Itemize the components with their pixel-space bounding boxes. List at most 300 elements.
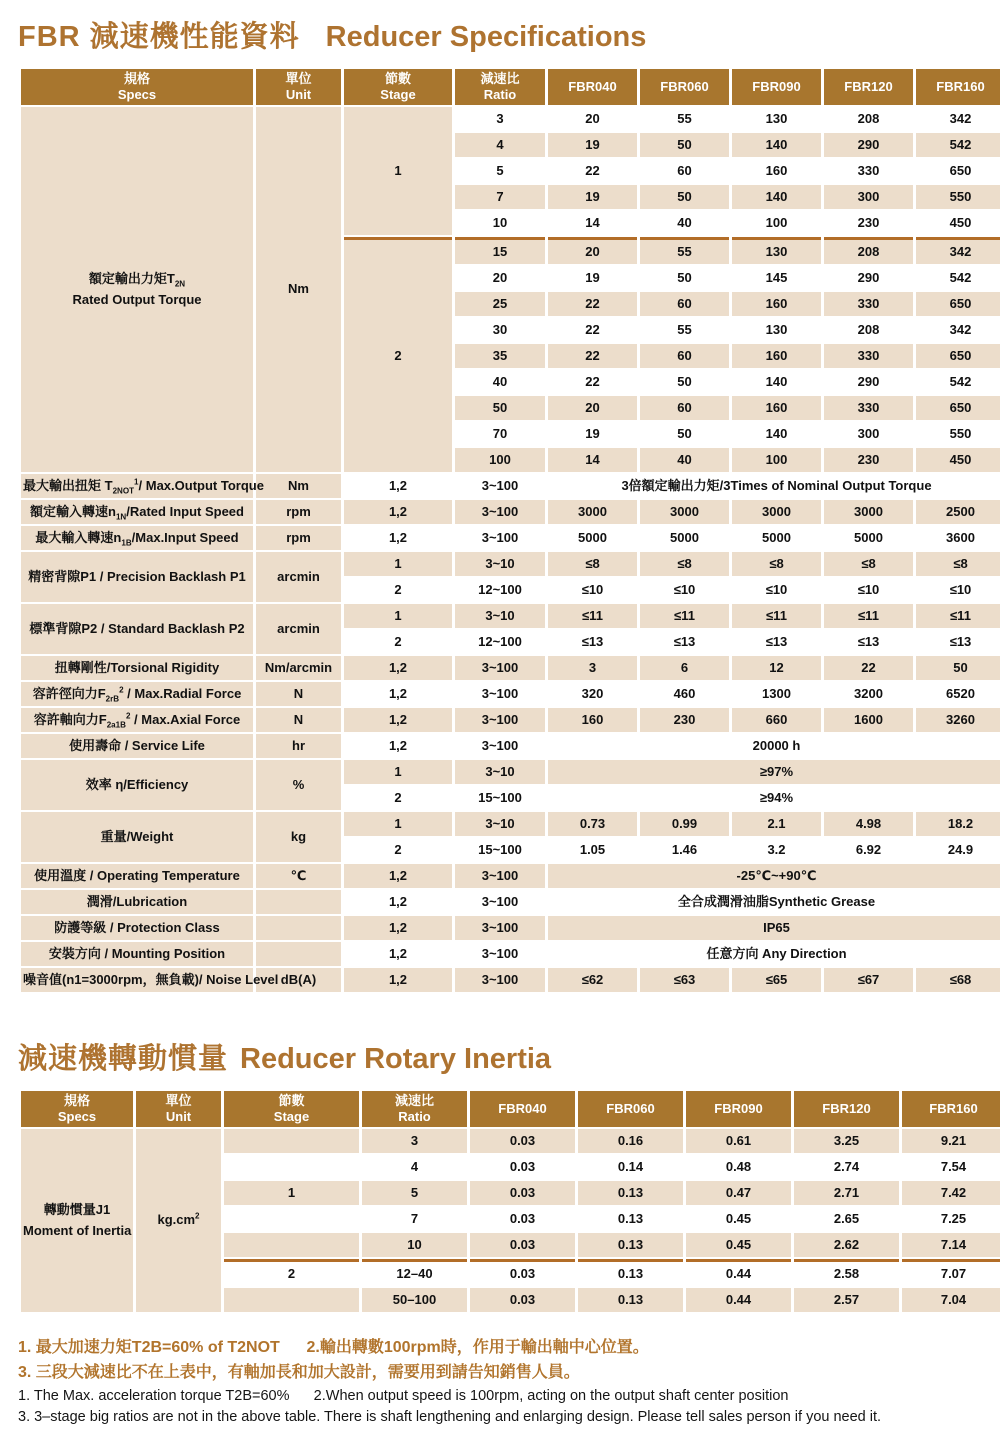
value-cell: 20 xyxy=(548,107,637,131)
value-cell: 130 xyxy=(732,107,821,131)
merged-value-cell: 全合成潤滑油脂Synthetic Grease xyxy=(548,890,1000,914)
ratio-cell: 3~10 xyxy=(455,552,545,576)
ratio-cell: 7 xyxy=(455,185,545,209)
value-cell: 1.05 xyxy=(548,838,637,862)
value-cell: 450 xyxy=(916,211,1000,235)
value-cell: ≤10 xyxy=(732,578,821,602)
value-cell: ≤10 xyxy=(824,578,913,602)
table-row xyxy=(21,968,1000,992)
value-cell: 50 xyxy=(640,370,729,394)
value-cell: 330 xyxy=(824,344,913,368)
footnote-en-2: 3. 3–stage big ratios are not in the above table. There is shaft lengthening and enlarging design. Please tell sales person if you need it. xyxy=(18,1409,882,1426)
value-cell: 342 xyxy=(916,107,1000,131)
merged-value-cell: ≥94% xyxy=(548,786,1000,810)
rotary-inertia-table xyxy=(18,1089,1000,1314)
value-cell: 19 xyxy=(548,133,637,157)
merged-value-cell: 任意方向 Any Direction xyxy=(548,942,1000,966)
value-cell: 0.44 xyxy=(686,1288,791,1312)
value-cell: 300 xyxy=(824,185,913,209)
table-row xyxy=(21,526,1000,550)
value-cell: ≤13 xyxy=(732,630,821,654)
spec-label-cell: 最大輸出扭矩 $T_{2NOT}^1/$ Max.Output Torque xyxy=(21,474,253,498)
col-header-model-fbr060: FBR060 xyxy=(640,69,729,105)
ratio-cell: 30 xyxy=(455,318,545,342)
unit-cell: dB(A) xyxy=(256,968,341,992)
value-cell: 140 xyxy=(732,133,821,157)
ratio-cell: 12~100 xyxy=(455,578,545,602)
value-cell: 3000 xyxy=(824,500,913,524)
spec-label-cell: 標準背隙P2 / Standard Backlash P2 xyxy=(21,604,253,654)
value-cell: ≤11 xyxy=(640,604,729,628)
stage-cell: 1 xyxy=(344,812,452,836)
value-cell: 22 xyxy=(548,159,637,183)
value-cell: 100 xyxy=(732,448,821,472)
ratio-cell: 12~100 xyxy=(455,630,545,654)
value-cell: 60 xyxy=(640,344,729,368)
value-cell: 660 xyxy=(732,708,821,732)
ratio-cell: 3~100 xyxy=(455,968,545,992)
value-cell: ≤11 xyxy=(916,604,1000,628)
spec-label-cell: 重量/Weight xyxy=(21,812,253,862)
value-cell: 60 xyxy=(640,159,729,183)
ratio-cell: 15~100 xyxy=(455,838,545,862)
ratio-cell: 3~100 xyxy=(455,864,545,888)
ratio-cell: 3~10 xyxy=(455,812,545,836)
value-cell: 140 xyxy=(732,185,821,209)
spec-label-cell: 安裝方向 / Mounting Position xyxy=(21,942,253,966)
ratio-cell: 7 xyxy=(362,1207,467,1231)
value-cell: 290 xyxy=(824,370,913,394)
ratio-cell: 35 xyxy=(455,344,545,368)
value-cell: 0.16 xyxy=(578,1129,683,1153)
merged-value-cell: ≥97% xyxy=(548,760,1000,784)
value-cell: 160 xyxy=(732,292,821,316)
col-header-model-fbr090: FBR090 xyxy=(686,1091,791,1127)
unit-cell: Nm xyxy=(256,107,341,472)
ratio-cell: 3~100 xyxy=(455,916,545,940)
value-cell: 14 xyxy=(548,448,637,472)
col-header-unit: 單位 Unit xyxy=(256,69,341,105)
value-cell: 230 xyxy=(824,211,913,235)
stage-cell: 1,2 xyxy=(344,916,452,940)
table-row xyxy=(21,708,1000,732)
value-cell: 2.65 xyxy=(794,1207,899,1231)
stage-cell: 1,2 xyxy=(344,942,452,966)
stage-cell: 1,2 xyxy=(344,890,452,914)
value-cell: 0.48 xyxy=(686,1155,791,1179)
col-header-model-fbr060: FBR060 xyxy=(578,1091,683,1127)
value-cell: 3000 xyxy=(640,500,729,524)
value-cell: 0.45 xyxy=(686,1207,791,1231)
ratio-cell: 3~100 xyxy=(455,656,545,680)
col-header-stage: 節數 Stage xyxy=(344,69,452,105)
stage-cell: 1,2 xyxy=(344,968,452,992)
value-cell: 542 xyxy=(916,370,1000,394)
unit-cell: kg xyxy=(256,812,341,862)
value-cell: 22 xyxy=(548,344,637,368)
unit-cell: arcmin xyxy=(256,604,341,654)
value-cell: 6520 xyxy=(916,682,1000,706)
value-cell: 14 xyxy=(548,211,637,235)
value-cell: 22 xyxy=(548,292,637,316)
table-row xyxy=(21,734,1000,758)
value-cell: 650 xyxy=(916,159,1000,183)
value-cell: 0.61 xyxy=(686,1129,791,1153)
spec-label-cell: 使用壽命 / Service Life xyxy=(21,734,253,758)
value-cell: 0.99 xyxy=(640,812,729,836)
stage-cell: 1 xyxy=(344,552,452,576)
ratio-cell: 4 xyxy=(455,133,545,157)
value-cell: 7.07 xyxy=(902,1259,1000,1286)
page-title-specifications xyxy=(18,14,982,55)
value-cell: 0.03 xyxy=(470,1155,575,1179)
col-header-ratio: 減速比 Ratio xyxy=(455,69,545,105)
value-cell: 542 xyxy=(916,266,1000,290)
value-cell: 22 xyxy=(548,370,637,394)
unit-cell xyxy=(256,942,341,966)
merged-value-cell: 3倍額定輸出力矩/3Times of Nominal Output Torque xyxy=(548,474,1000,498)
value-cell: ≤13 xyxy=(640,630,729,654)
col-header-specs: 規格 Specs xyxy=(21,69,253,105)
value-cell: 208 xyxy=(824,237,913,264)
stage-cell: 1 xyxy=(344,760,452,784)
ratio-cell: 3~100 xyxy=(455,526,545,550)
value-cell: 20 xyxy=(548,237,637,264)
value-cell: 55 xyxy=(640,237,729,264)
stage-cell: 2 xyxy=(344,786,452,810)
unit-cell: hr xyxy=(256,734,341,758)
ratio-cell: 20 xyxy=(455,266,545,290)
ratio-cell: 3~100 xyxy=(455,708,545,732)
stage-cell xyxy=(224,1233,359,1257)
value-cell: 40 xyxy=(640,448,729,472)
unit-cell: rpm xyxy=(256,500,341,524)
spec-label-cell: 噪音值(n1=3000rpm，無負載)/ Noise Level xyxy=(21,968,253,992)
value-cell: 342 xyxy=(916,318,1000,342)
spec-label-cell: 效率 η/Efficiency xyxy=(21,760,253,810)
value-cell: 6 xyxy=(640,656,729,680)
value-cell: 2.62 xyxy=(794,1233,899,1257)
value-cell: 3200 xyxy=(824,682,913,706)
value-cell: 22 xyxy=(548,318,637,342)
spec-table-header-row xyxy=(21,69,1000,105)
value-cell: 0.13 xyxy=(578,1181,683,1205)
col-header-model-fbr120: FBR120 xyxy=(824,69,913,105)
table-row xyxy=(21,916,1000,940)
ratio-cell: 3~10 xyxy=(455,760,545,784)
stage-cell: 1,2 xyxy=(344,474,452,498)
title1-en: Reducer Specifications xyxy=(325,21,647,53)
value-cell: 330 xyxy=(824,159,913,183)
ratio-cell: 3~100 xyxy=(455,734,545,758)
value-cell: 160 xyxy=(732,159,821,183)
value-cell: 342 xyxy=(916,237,1000,264)
value-cell: 3.2 xyxy=(732,838,821,862)
value-cell: 320 xyxy=(548,682,637,706)
value-cell: 2.58 xyxy=(794,1259,899,1286)
value-cell: 5000 xyxy=(640,526,729,550)
stage-cell: 1 xyxy=(344,107,452,235)
value-cell: ≤8 xyxy=(640,552,729,576)
value-cell: 140 xyxy=(732,370,821,394)
stage-cell: 2 xyxy=(344,838,452,862)
ratio-cell: 3~100 xyxy=(455,500,545,524)
footnote-en-1: 1. The Max. acceleration torque T2B=60% 2.When output speed is 100rpm, acting on the output shaft center position xyxy=(18,1387,789,1404)
value-cell: 19 xyxy=(548,266,637,290)
ratio-cell: 15~100 xyxy=(455,786,545,810)
value-cell: 650 xyxy=(916,396,1000,420)
table-row xyxy=(21,760,1000,784)
col-header-ratio: 減速比 Ratio xyxy=(362,1091,467,1127)
value-cell: 3260 xyxy=(916,708,1000,732)
value-cell: 24.9 xyxy=(916,838,1000,862)
value-cell: ≤10 xyxy=(640,578,729,602)
merged-value-cell: 20000 h xyxy=(548,734,1000,758)
value-cell: 2500 xyxy=(916,500,1000,524)
stage-cell: 1 xyxy=(344,604,452,628)
stage-cell: 1,2 xyxy=(344,864,452,888)
table-row xyxy=(21,864,1000,888)
value-cell: 0.03 xyxy=(470,1288,575,1312)
ratio-cell: 3~100 xyxy=(455,474,545,498)
value-cell: 3000 xyxy=(732,500,821,524)
value-cell: 19 xyxy=(548,422,637,446)
value-cell: ≤8 xyxy=(916,552,1000,576)
value-cell: 55 xyxy=(640,318,729,342)
unit-cell xyxy=(256,890,341,914)
unit-cell: Nm xyxy=(256,474,341,498)
unit-cell: % xyxy=(256,760,341,810)
col-header-model-fbr120: FBR120 xyxy=(794,1091,899,1127)
value-cell: 208 xyxy=(824,107,913,131)
value-cell: ≤11 xyxy=(732,604,821,628)
ratio-cell: 5 xyxy=(362,1181,467,1205)
spec-label-cell: 精密背隙P1 / Precision Backlash P1 xyxy=(21,552,253,602)
value-cell: 230 xyxy=(640,708,729,732)
value-cell: 2.57 xyxy=(794,1288,899,1312)
stage-cell: 1,2 xyxy=(344,526,452,550)
value-cell: ≤11 xyxy=(824,604,913,628)
value-cell: 4.98 xyxy=(824,812,913,836)
value-cell: 50 xyxy=(640,133,729,157)
value-cell: 460 xyxy=(640,682,729,706)
ratio-cell: 3~100 xyxy=(455,942,545,966)
value-cell: 6.92 xyxy=(824,838,913,862)
value-cell: ≤10 xyxy=(916,578,1000,602)
col-header-model-fbr040: FBR040 xyxy=(548,69,637,105)
value-cell: 50 xyxy=(640,422,729,446)
value-cell: 100 xyxy=(732,211,821,235)
spec-label-cell: 使用溫度 / Operating Temperature xyxy=(21,864,253,888)
value-cell: 1600 xyxy=(824,708,913,732)
stage-cell: 1,2 xyxy=(344,708,452,732)
value-cell: 0.03 xyxy=(470,1129,575,1153)
value-cell: ≤13 xyxy=(916,630,1000,654)
stage-cell: 1,2 xyxy=(344,500,452,524)
value-cell: 2.74 xyxy=(794,1155,899,1179)
stage-cell: 2 xyxy=(344,237,452,472)
value-cell: ≤68 xyxy=(916,968,1000,992)
ratio-cell: 3 xyxy=(362,1129,467,1153)
table-row xyxy=(21,474,1000,498)
value-cell: 7.42 xyxy=(902,1181,1000,1205)
value-cell: 7.54 xyxy=(902,1155,1000,1179)
spec-label-cell: 潤滑/Lubrication xyxy=(21,890,253,914)
col-header-model-fbr160: FBR160 xyxy=(916,69,1000,105)
value-cell: 290 xyxy=(824,266,913,290)
merged-value-cell: IP65 xyxy=(548,916,1000,940)
ratio-cell: 15 xyxy=(455,237,545,264)
col-header-unit: 單位 Unit xyxy=(136,1091,221,1127)
value-cell: 7.25 xyxy=(902,1207,1000,1231)
value-cell: 450 xyxy=(916,448,1000,472)
value-cell: 330 xyxy=(824,292,913,316)
unit-cell: N xyxy=(256,708,341,732)
table-row xyxy=(21,1129,1000,1153)
table-row xyxy=(21,604,1000,628)
value-cell: 0.03 xyxy=(470,1207,575,1231)
value-cell: 12 xyxy=(732,656,821,680)
value-cell: 542 xyxy=(916,133,1000,157)
value-cell: 140 xyxy=(732,422,821,446)
value-cell: 3600 xyxy=(916,526,1000,550)
value-cell: ≤62 xyxy=(548,968,637,992)
value-cell: 0.03 xyxy=(470,1181,575,1205)
table-row xyxy=(21,656,1000,680)
stage-cell xyxy=(224,1207,359,1231)
col-header-stage: 節數 Stage xyxy=(224,1091,359,1127)
table-row xyxy=(21,107,1000,131)
stage-cell: 1 xyxy=(224,1181,359,1205)
table-row xyxy=(21,682,1000,706)
stage-cell xyxy=(224,1288,359,1312)
ratio-cell: 100 xyxy=(455,448,545,472)
value-cell: 2.1 xyxy=(732,812,821,836)
col-header-model-fbr040: FBR040 xyxy=(470,1091,575,1127)
table-row xyxy=(21,500,1000,524)
table-row xyxy=(21,552,1000,576)
value-cell: 650 xyxy=(916,292,1000,316)
value-cell: 60 xyxy=(640,396,729,420)
value-cell: 60 xyxy=(640,292,729,316)
unit-cell: N xyxy=(256,682,341,706)
value-cell: 40 xyxy=(640,211,729,235)
table-row xyxy=(21,942,1000,966)
value-cell: 19 xyxy=(548,185,637,209)
value-cell: 330 xyxy=(824,396,913,420)
ratio-cell: 5 xyxy=(455,159,545,183)
value-cell: 0.73 xyxy=(548,812,637,836)
ratio-cell: 3 xyxy=(455,107,545,131)
title1-zh: FBR 減速機性能資料 xyxy=(18,21,300,53)
value-cell: 50 xyxy=(640,266,729,290)
value-cell: 5000 xyxy=(732,526,821,550)
value-cell: 3.25 xyxy=(794,1129,899,1153)
unit-cell: $kg.cm^2$ xyxy=(136,1129,221,1312)
value-cell: 50 xyxy=(916,656,1000,680)
ratio-cell: 25 xyxy=(455,292,545,316)
table-row xyxy=(21,812,1000,836)
col-header-model-fbr160: FBR160 xyxy=(902,1091,1000,1127)
value-cell: 0.14 xyxy=(578,1155,683,1179)
value-cell: 160 xyxy=(548,708,637,732)
value-cell: 300 xyxy=(824,422,913,446)
footnote-zh-2: 3. 三段大減速比不在上表中，有軸加長和加大設計，需要用到請告知銷售人員。 xyxy=(18,1363,580,1381)
title2-zh: 減速機轉動慣量 xyxy=(18,1043,229,1075)
value-cell: 9.21 xyxy=(902,1129,1000,1153)
value-cell: ≤8 xyxy=(732,552,821,576)
value-cell: ≤63 xyxy=(640,968,729,992)
value-cell: 22 xyxy=(824,656,913,680)
ratio-cell: 10 xyxy=(455,211,545,235)
value-cell: 550 xyxy=(916,185,1000,209)
ratio-cell: 3~100 xyxy=(455,890,545,914)
value-cell: ≤8 xyxy=(548,552,637,576)
value-cell: ≤10 xyxy=(548,578,637,602)
value-cell: 55 xyxy=(640,107,729,131)
value-cell: 0.13 xyxy=(578,1207,683,1231)
value-cell: ≤13 xyxy=(548,630,637,654)
stage-cell: 1,2 xyxy=(344,682,452,706)
value-cell: 1.46 xyxy=(640,838,729,862)
value-cell: 5000 xyxy=(548,526,637,550)
footnotes xyxy=(18,1336,982,1429)
ratio-cell: 50 xyxy=(455,396,545,420)
ratio-cell: 40 xyxy=(455,370,545,394)
value-cell: ≤67 xyxy=(824,968,913,992)
spec-label-cell: 容許軸向力$F_{2a1B}^2$ / Max.Axial Force xyxy=(21,708,253,732)
inertia-table-header-row xyxy=(21,1091,1000,1127)
stage-cell: 1,2 xyxy=(344,656,452,680)
col-header-specs: 規格 Specs xyxy=(21,1091,133,1127)
value-cell: 130 xyxy=(732,237,821,264)
unit-cell: rpm xyxy=(256,526,341,550)
stage-cell: 2 xyxy=(224,1259,359,1286)
value-cell: 0.13 xyxy=(578,1233,683,1257)
value-cell: 0.13 xyxy=(578,1259,683,1286)
value-cell: 0.45 xyxy=(686,1233,791,1257)
value-cell: 2.71 xyxy=(794,1181,899,1205)
value-cell: 0.13 xyxy=(578,1288,683,1312)
ratio-cell: 3~10 xyxy=(455,604,545,628)
title2-en: Reducer Rotary Inertia xyxy=(240,1043,552,1075)
value-cell: 50 xyxy=(640,185,729,209)
ratio-cell: 3~100 xyxy=(455,682,545,706)
spec-label-cell: 防護等級 / Protection Class xyxy=(21,916,253,940)
page-title-rotary-inertia xyxy=(18,1036,982,1077)
value-cell: 1300 xyxy=(732,682,821,706)
ratio-cell: 12–40 xyxy=(362,1259,467,1286)
footnote-zh-1: 1. 最大加速力矩T2B=60% of T2NOT 2.輸出轉數100rpm時，作用于輸出軸中心位置。 xyxy=(18,1339,649,1356)
value-cell: 0.03 xyxy=(470,1259,575,1286)
spec-label-cell: 容許徑向力$F_{2rB}^2$ / Max.Radial Force xyxy=(21,682,253,706)
spec-label-cell: 最大輸入轉速$n_{1B}/Max.Input$ Speed xyxy=(21,526,253,550)
value-cell: 230 xyxy=(824,448,913,472)
value-cell: 160 xyxy=(732,396,821,420)
ratio-cell: 70 xyxy=(455,422,545,446)
value-cell: 130 xyxy=(732,318,821,342)
value-cell: 3 xyxy=(548,656,637,680)
value-cell: 650 xyxy=(916,344,1000,368)
stage-cell: 1,2 xyxy=(344,734,452,758)
value-cell: 18.2 xyxy=(916,812,1000,836)
spec-label-cell: 額定輸出力矩$T_{2N}$ Rated Output Torque xyxy=(21,107,253,472)
value-cell: 290 xyxy=(824,133,913,157)
spec-label-cell: 額定輸入轉速$n_{1N}$/Rated Input Speed xyxy=(21,500,253,524)
merged-value-cell: -25℃~+90℃ xyxy=(548,864,1000,888)
unit-cell: ℃ xyxy=(256,864,341,888)
value-cell: 3000 xyxy=(548,500,637,524)
